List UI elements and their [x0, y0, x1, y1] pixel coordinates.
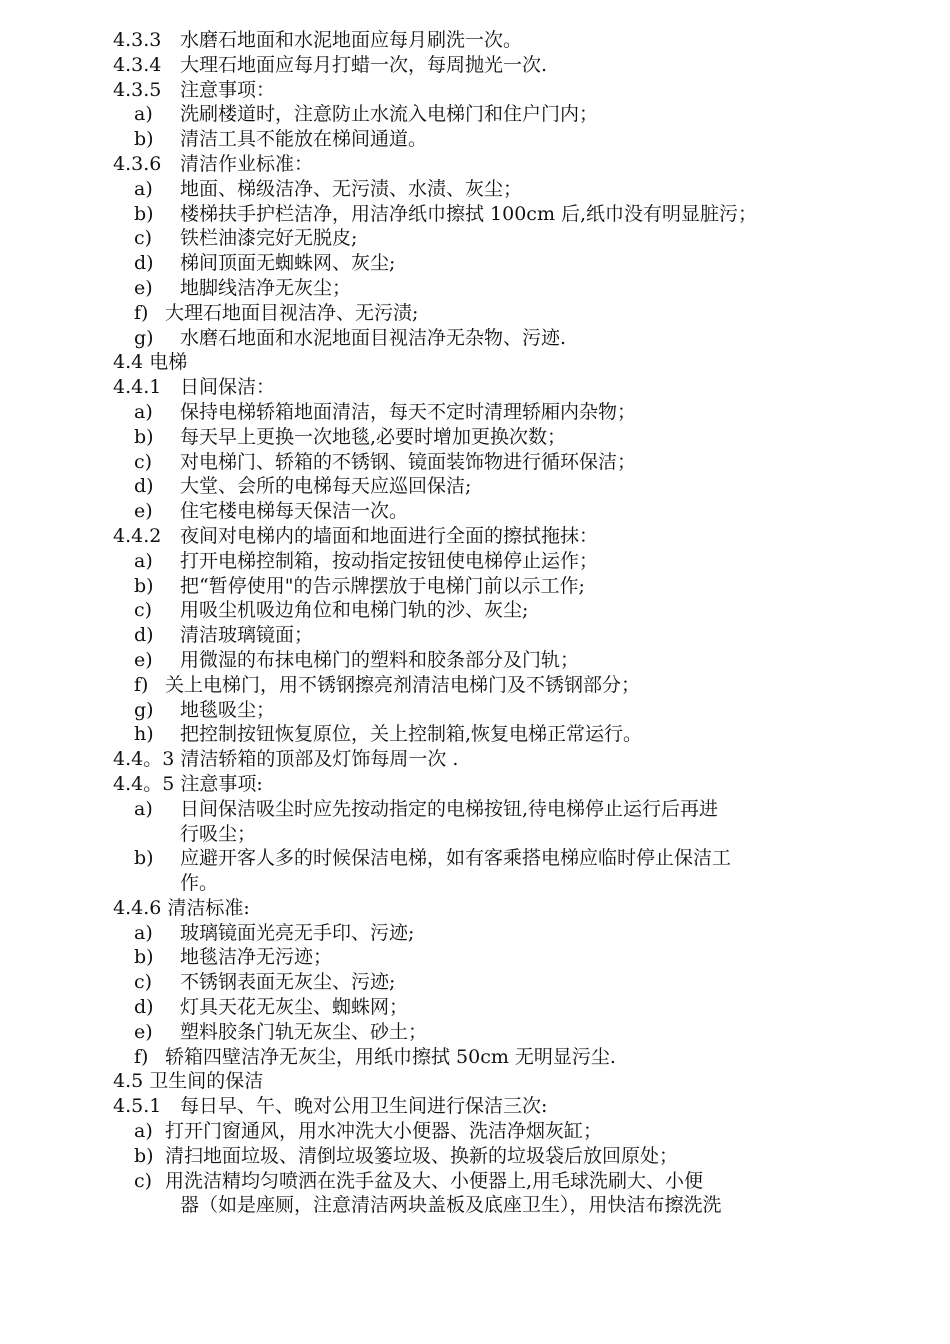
list-item-marker: h) [134, 723, 154, 746]
list-item [113, 1169, 843, 1194]
list-item-text: 日间保洁吸尘时应先按动指定的电梯按钮,待电梯停止运行后再进 [180, 797, 719, 820]
list-item-marker: e) [134, 648, 153, 671]
list-item-text: 清洁玻璃镜面； [180, 624, 314, 647]
list-item-text: 用洗洁精均匀喷洒在洗手盆及大、小便器上,用毛球洗刷大、小便 [165, 1169, 704, 1192]
continuation-text: 行吸尘； [180, 822, 257, 845]
section-heading-line [113, 375, 843, 400]
list-item [113, 400, 843, 425]
continuation-text: 器（如是座厕，注意清洁两块盖板及底座卫生），用快洁布擦洗洗 [180, 1194, 722, 1217]
list-item-continuation [113, 871, 843, 896]
list-item-continuation [113, 1193, 843, 1218]
list-item [113, 623, 843, 648]
section-text: 清洁作业标准： [180, 152, 314, 175]
list-item-continuation [113, 822, 843, 847]
list-item [113, 722, 843, 747]
section-heading-line [113, 28, 843, 53]
section-title-line [113, 896, 843, 921]
list-item-text: 洗刷楼道时，注意防止水流入电梯门和住户门内； [180, 103, 599, 126]
section-title: 4.4 电梯 [113, 351, 188, 374]
list-item-text: 水磨石地面和水泥地面目视洁净无杂物、污迹. [180, 326, 567, 349]
section-heading-line [113, 78, 843, 103]
list-item-marker: b) [134, 574, 154, 597]
list-item-text: 玻璃镜面光亮无手印、污迹; [180, 921, 415, 944]
section-title: 4.4。3 清洁轿箱的顶部及灯饰每周一次 . [113, 748, 459, 771]
list-item-marker: a) [134, 549, 153, 572]
list-item-marker: a) [134, 177, 153, 200]
section-text: 每日早、午、晚对公用卫生间进行保洁三次: [180, 1095, 548, 1118]
list-item-marker: a) [134, 400, 153, 423]
document-body [113, 28, 843, 1218]
list-item-marker: b) [134, 1144, 154, 1167]
list-item-marker: e) [134, 1020, 153, 1043]
continuation-text: 作。 [180, 872, 219, 895]
list-item [113, 797, 843, 822]
list-item [113, 846, 843, 871]
list-item-text: 大堂、会所的电梯每天应巡回保洁; [180, 475, 472, 498]
list-item [113, 301, 843, 326]
list-item-marker: b) [134, 128, 154, 151]
list-item-text: 应避开客人多的时候保洁电梯，如有客乘搭电梯应临时停止保洁工 [180, 847, 732, 870]
list-item-marker: e) [134, 500, 153, 523]
list-item [113, 1045, 843, 1070]
list-item-text: 保持电梯轿箱地面清洁，每天不定时清理轿厢内杂物； [180, 400, 637, 423]
list-item [113, 251, 843, 276]
list-item [113, 127, 843, 152]
list-item-marker: c) [134, 450, 153, 473]
list-item-text: 塑料胶条门轨无灰尘、砂土； [180, 1020, 428, 1043]
list-item-text: 把控制按钮恢复原位，关上控制箱,恢复电梯正常运行。 [180, 723, 643, 746]
section-number: 4.3.3 [113, 29, 162, 51]
list-item-marker: c) [134, 227, 153, 250]
section-title: 4.4。5 注意事项: [113, 772, 263, 795]
list-item [113, 177, 843, 202]
list-item-text: 不锈钢表面无灰尘、污迹; [180, 971, 396, 994]
list-item [113, 202, 843, 227]
section-title-line [113, 772, 843, 797]
list-item [113, 499, 843, 524]
list-item [113, 673, 843, 698]
list-item-marker: b) [134, 202, 154, 225]
list-item [113, 921, 843, 946]
list-item-marker: f) [134, 301, 149, 324]
section-heading-line [113, 53, 843, 78]
section-number: 4.3.5 [113, 78, 162, 101]
list-item-marker: a) [134, 103, 153, 126]
list-item-marker: g) [134, 698, 154, 721]
section-heading-line [113, 152, 843, 177]
list-item-marker: d) [134, 996, 154, 1019]
list-item [113, 995, 843, 1020]
list-item [113, 102, 843, 127]
list-item-marker: b) [134, 847, 154, 870]
list-item-marker: c) [134, 1169, 153, 1192]
list-item-marker: b) [134, 425, 154, 448]
list-item [113, 648, 843, 673]
list-item-marker: g) [134, 326, 154, 349]
list-item-text: 关上电梯门，用不锈钢擦亮剂清洁电梯门及不锈钢部分； [165, 673, 641, 696]
list-item [113, 276, 843, 301]
list-item-text: 用微湿的布抹电梯门的塑料和胶条部分及门轨； [180, 648, 580, 671]
list-item-marker: b) [134, 946, 154, 969]
list-item-text: 打开门窗通风，用水冲洗大小便器、洗洁净烟灰缸； [165, 1120, 603, 1143]
section-title-line [113, 350, 843, 375]
list-item [113, 945, 843, 970]
list-item [113, 549, 843, 574]
section-title-line [113, 747, 843, 772]
list-item-text: 用吸尘机吸边角位和电梯门轨的沙、灰尘; [180, 599, 529, 622]
list-item-marker: e) [134, 276, 153, 299]
list-item [113, 698, 843, 723]
list-item [113, 1119, 843, 1144]
list-item-text: 住宅楼电梯每天保洁一次。 [180, 500, 409, 523]
list-item-text: 梯间顶面无蜘蛛网、灰尘; [180, 252, 396, 275]
list-item-text: 清扫地面垃圾、清倒垃圾篓垃圾、换新的垃圾袋后放回原处； [165, 1144, 679, 1167]
section-text: 大理石地面应每月打蜡一次，每周抛光一次. [180, 53, 548, 76]
section-title-line [113, 1069, 843, 1094]
section-text: 注意事项： [180, 78, 276, 101]
list-item-marker: d) [134, 252, 154, 275]
list-item-marker: c) [134, 971, 153, 994]
list-item [113, 326, 843, 351]
list-item-text: 地毯洁净无污迹； [180, 946, 333, 969]
list-item-marker: a) [134, 1120, 153, 1143]
list-item-text: 每天早上更换一次地毯,必要时增加更换次数； [180, 425, 567, 448]
list-item-text: 对电梯门、轿箱的不锈钢、镜面装饰物进行循环保洁； [180, 450, 637, 473]
list-item-marker: a) [134, 921, 153, 944]
list-item-text: 地面、梯级洁净、无污渍、水渍、灰尘； [180, 177, 523, 200]
list-item [113, 425, 843, 450]
section-text: 日间保洁： [180, 376, 276, 399]
list-item-marker: f) [134, 1045, 149, 1068]
list-item-text: 打开电梯控制箱，按动指定按钮使电梯停止运作； [180, 549, 599, 572]
section-heading-line [113, 524, 843, 549]
list-item-text: 灯具天花无灰尘、蜘蛛网； [180, 996, 409, 1019]
list-item-text: 清洁工具不能放在梯间通道。 [180, 128, 428, 151]
list-item [113, 1020, 843, 1045]
list-item [113, 574, 843, 599]
section-text: 水磨石地面和水泥地面应每月刷洗一次。 [180, 29, 523, 51]
list-item [113, 450, 843, 475]
list-item [113, 598, 843, 623]
section-number: 4.4.1 [113, 376, 162, 399]
section-number: 4.4.2 [113, 524, 162, 547]
list-item-marker: d) [134, 624, 154, 647]
list-item [113, 474, 843, 499]
list-item-text: 把“暂停使用"的告示牌摆放于电梯门前以示工作; [180, 574, 585, 597]
section-text: 夜间对电梯内的墙面和地面进行全面的擦拭拖抹： [180, 524, 599, 547]
list-item-text: 地脚线洁净无灰尘； [180, 276, 352, 299]
list-item-text: 大理石地面目视洁净、无污渍; [165, 301, 419, 324]
section-title: 4.4.6 清洁标准: [113, 896, 250, 919]
list-item-marker: d) [134, 475, 154, 498]
list-item-text: 铁栏油漆完好无脱皮; [180, 227, 358, 250]
section-title: 4.5 卫生间的保洁 [113, 1070, 264, 1093]
list-item [113, 1144, 843, 1169]
list-item [113, 226, 843, 251]
list-item-marker: f) [134, 673, 149, 696]
section-number: 4.3.4 [113, 53, 162, 76]
list-item-text: 轿箱四壁洁净无灰尘，用纸巾擦拭 50cm 无明显污尘. [165, 1045, 616, 1068]
list-item [113, 970, 843, 995]
list-item-marker: a) [134, 797, 153, 820]
section-number: 4.5.1 [113, 1095, 162, 1118]
section-heading-line [113, 1094, 843, 1119]
list-item-text: 地毯吸尘； [180, 698, 276, 721]
list-item-text: 楼梯扶手护栏洁净，用洁净纸巾擦拭 100cm 后,纸巾没有明显脏污； [180, 202, 758, 225]
section-number: 4.3.6 [113, 152, 162, 175]
list-item-marker: c) [134, 599, 153, 622]
